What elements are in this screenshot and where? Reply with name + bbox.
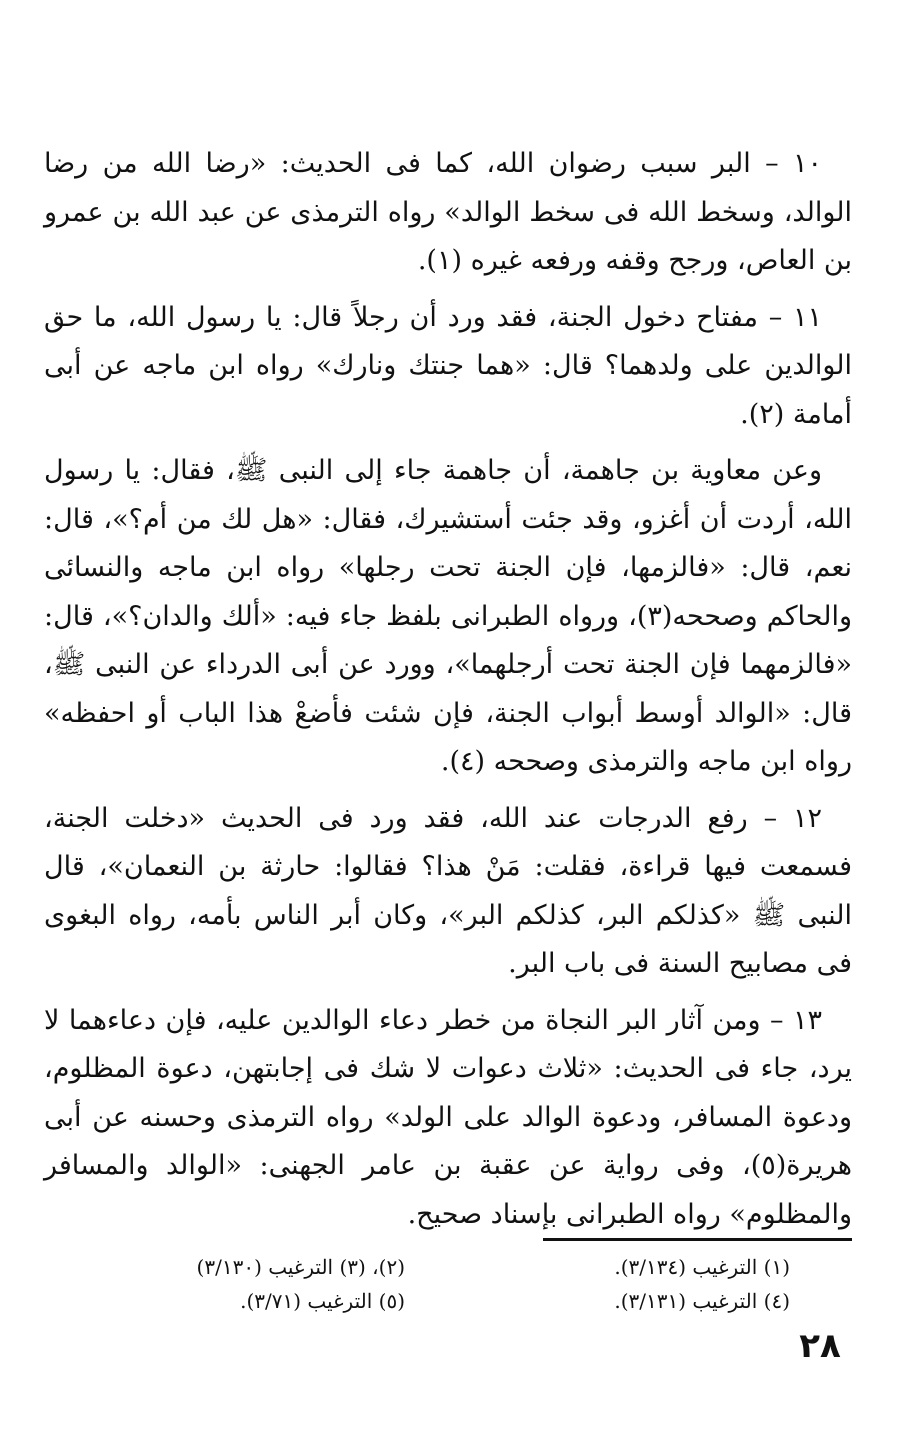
- paragraph-12: ١٢ – رفع الدرجات عند الله، فقد ورد فى الحديث «دخلت الجنة، فسمعت فيها قراءة، فقلت: مَنْ هذا؟ فقالوا: حارثة بن النعمان»، قال النبى ﷺ «كذلكم البر، كذلكم البر»، وكان أبر الناس بأمه، رواه البغوى فى مصابيح السنة فى باب البر.: [44, 802, 852, 979]
- footnote-4: (٤) الترغيب (٣/١٣١).: [614, 1289, 790, 1313]
- footnote-5: (٥) الترغيب (٣/٧١).: [240, 1289, 405, 1313]
- footnote-2-3: (٢)، (٣) الترغيب (٣/١٣٠): [196, 1255, 405, 1279]
- page-number: ٢٨: [799, 1326, 841, 1366]
- paragraph-11: ١١ – مفتاح دخول الجنة، فقد ورد أن رجلاً قال: يا رسول الله، ما حق الوالدين على ولدهما؟ قال: «هما جنتك ونارك» رواه ابن ماجه عن أبى أمامة (٢).: [44, 301, 852, 430]
- body-text: [44, 140, 852, 1247]
- paragraph-10: ١٠ – البر سبب رضوان الله، كما فى الحديث: «رضا الله من رضا الوالد، وسخط الله فى سخط الوالد» رواه الترمذى عن عبد الله بن عمرو بن العاص، ورجح وقفه ورفعه غيره (١).: [44, 148, 852, 276]
- paragraph-13: ١٣ – ومن آثار البر النجاة من خطر دعاء الوالدين عليه، فإن دعاءهما لا يرد، جاء فى الحديث: «ثلاث دعوات لا شك فى إجابتهن، دعوة المظلوم، ودعوة المسافر، ودعوة الوالد على الولد» رواه الترمذى وحسنه عن أبى هريرة(٥)، وفى رواية عن عقبة بن عامر الجهنى: «الوالد والمسافر والمظلوم» رواه الطبرانى بإسناد صحيح.: [44, 1004, 852, 1230]
- footnote-1: (١) الترغيب (٣/١٣٤).: [614, 1255, 790, 1279]
- paragraph-hadith-jahima: وعن معاوية بن جاهمة، أن جاهمة جاء إلى النبى ﷺ، فقال: يا رسول الله، أردت أن أغزو، وقد جئت أستشيرك، فقال: «هل لك من أم؟»، قال: نعم، قال: «فالزمها، فإن الجنة تحت رجلها» رواه ابن ماجه والنسائى والحاكم وصححه(٣)، ورواه الطبرانى بلفظ جاء فيه: «ألك والدان؟»، قال: «فالزمهما فإن الجنة تحت أرجلهما»، وورد عن أبى الدرداء عن النبى ﷺ، قال: «الوالد أوسط أبواب الجنة، فإن شئت فأضعْ هذا الباب أو احفظه» رواه ابن ماجه والترمذى وصححه (٤).: [44, 455, 852, 777]
- footnotes: [60, 1250, 790, 1318]
- footnote-divider: [543, 1238, 852, 1241]
